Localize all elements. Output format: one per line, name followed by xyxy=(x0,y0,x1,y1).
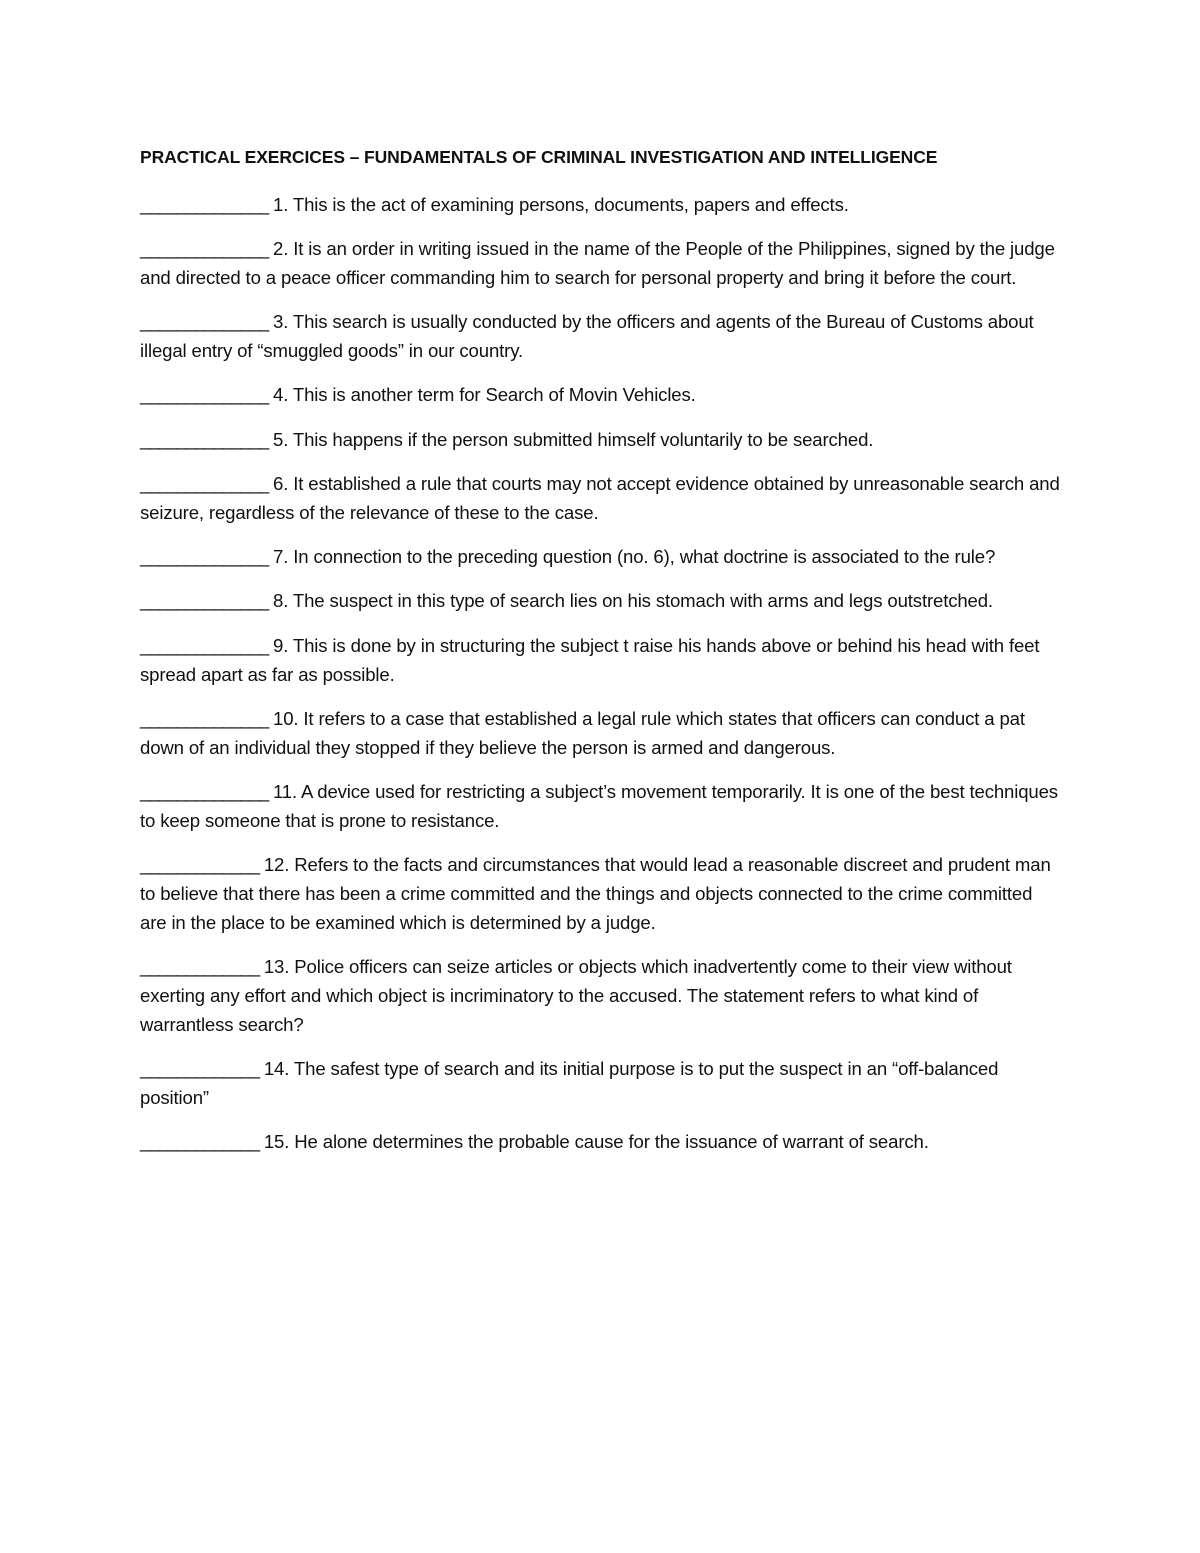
question-text: 3. This search is usually conducted by the officers and agents of the Bureau of Customs about illegal entry of “smuggled goods” in our country. xyxy=(140,311,1034,362)
answer-blank[interactable]: ______________ xyxy=(140,546,268,568)
page-title: PRACTICAL EXERCICES – FUNDAMENTALS OF CRIMINAL INVESTIGATION AND INTELLIGENCE xyxy=(140,147,938,167)
question-text: 11. A device used for restricting a subject’s movement temporarily. It is one of the best techniques to keep someone that is prone to resistance. xyxy=(140,780,1058,831)
question-text: 8. The suspect in this type of search lies on his stomach with arms and legs outstretched. xyxy=(267,590,993,612)
answer-blank[interactable]: ______________ xyxy=(140,634,268,656)
question-item xyxy=(140,1128,1060,1157)
question-text: 14. The safest type of search and its initial purpose is to put the suspect in an “off-balanced position” xyxy=(140,1057,999,1108)
answer-blank[interactable]: ______________ xyxy=(140,780,268,802)
question-text: 6. It established a rule that courts may not accept evidence obtained by unreasonable search and seizure, regardless of the relevance of these to the case. xyxy=(140,473,1060,523)
question-item xyxy=(140,235,1060,293)
question-item xyxy=(140,632,1060,690)
question-text: 15. He alone determines the probable cause for the issuance of warrant of search. xyxy=(258,1130,929,1152)
question-text: 2. It is an order in writing issued in the name of the People of the Philippines, signed by the judge and directed to a peace officer commanding him to search for personal property and bring it before the court. xyxy=(140,238,1055,289)
answer-blank[interactable]: _____________ xyxy=(140,955,259,977)
question-text: 13. Police officers can seize articles or objects which inadvertently come to their view without exerting any effort and which object is incriminatory to the accused. The statement refers to what kind of warrantless search? xyxy=(140,955,1012,1035)
question-item xyxy=(140,953,1060,1039)
answer-blank[interactable]: _____________ xyxy=(140,1057,259,1079)
question-item xyxy=(140,1055,1060,1113)
answer-blank[interactable]: ______________ xyxy=(140,384,268,406)
question-item xyxy=(140,778,1060,836)
question-text: 10. It refers to a case that established a legal rule which states that officers can conduct a pat down of an individual they stopped if they believe the person is armed and dangerous. xyxy=(140,707,1025,758)
question-item xyxy=(140,381,1060,410)
answer-blank[interactable]: _____________ xyxy=(140,854,259,876)
answer-blank[interactable]: ______________ xyxy=(140,707,268,729)
question-list xyxy=(140,191,1060,1157)
question-text: 12. Refers to the facts and circumstances that would lead a reasonable discreet and prudent man to believe that there has been a crime committed and the things and objects connected to the crime committed are in the place to be examined which is determined by a judge. xyxy=(140,854,1051,933)
question-text: 5. This happens if the person submitted himself voluntarily to be searched. xyxy=(267,428,874,450)
question-item xyxy=(140,308,1060,366)
question-item xyxy=(140,851,1060,937)
answer-blank[interactable]: ______________ xyxy=(140,473,268,495)
answer-blank[interactable]: ______________ xyxy=(140,590,268,612)
answer-blank[interactable]: ______________ xyxy=(140,428,268,450)
answer-blank[interactable]: ______________ xyxy=(140,194,268,215)
answer-blank[interactable]: _____________ xyxy=(140,1130,259,1152)
question-item xyxy=(140,470,1060,528)
answer-blank[interactable]: ______________ xyxy=(140,311,268,333)
question-item xyxy=(140,587,1060,616)
question-text: 1. This is the act of examining persons, documents, papers and effects. xyxy=(267,194,849,215)
question-item xyxy=(140,426,1060,455)
question-item xyxy=(140,191,1060,220)
question-item xyxy=(140,705,1060,763)
question-text: 4. This is another term for Search of Movin Vehicles. xyxy=(267,384,696,406)
answer-blank[interactable]: ______________ xyxy=(140,238,268,260)
question-item xyxy=(140,543,1060,572)
question-text: 9. This is done by in structuring the subject t raise his hands above or behind his head with feet spread apart as far as possible. xyxy=(140,634,1040,685)
question-text: 7. In connection to the preceding question (no. 6), what doctrine is associated to the rule? xyxy=(267,546,996,568)
document-page xyxy=(140,143,1060,1172)
